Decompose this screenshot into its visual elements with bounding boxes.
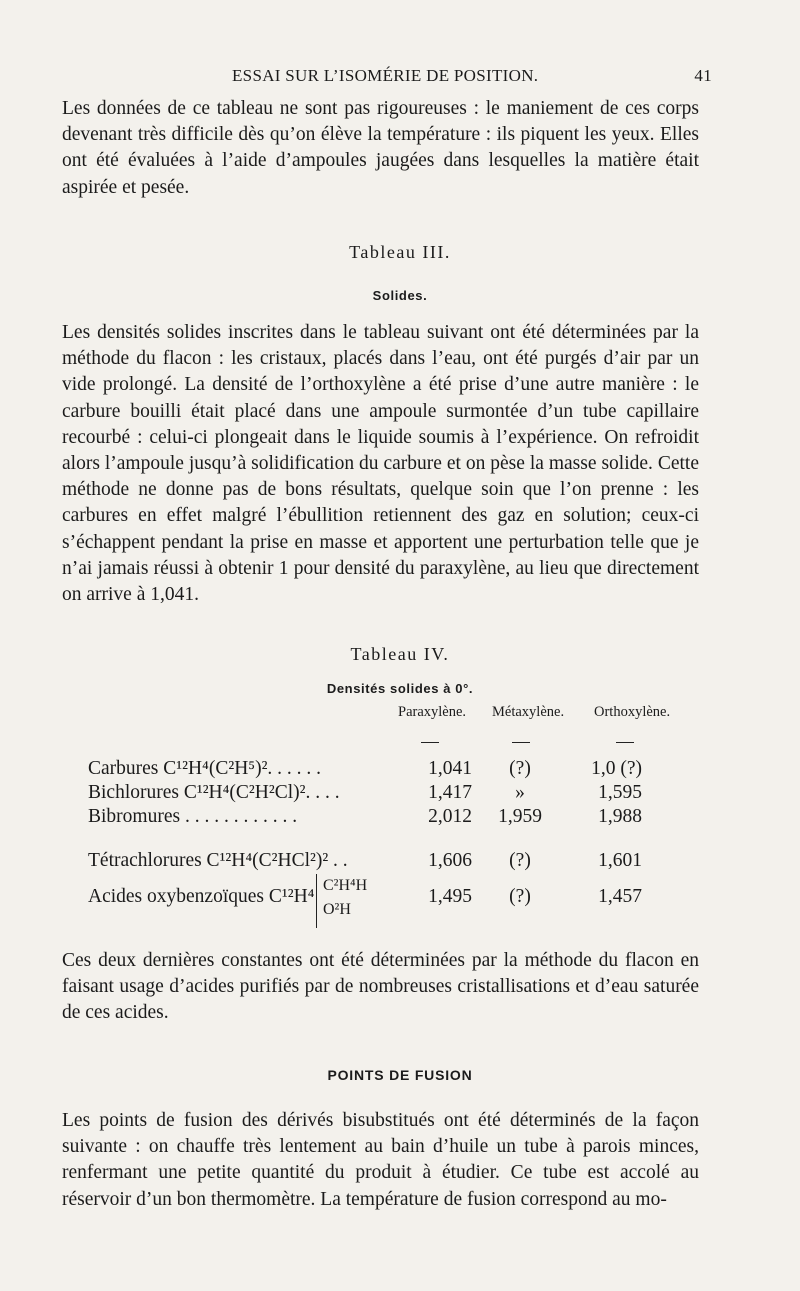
page-number: 41	[694, 66, 712, 85]
table-row	[0, 806, 800, 834]
paragraph-note	[62, 948, 699, 1027]
column-rule	[512, 742, 530, 743]
cell-ortho: 1,457	[598, 886, 642, 907]
column-header-para: Paraxylène.	[398, 704, 467, 720]
column-rule	[616, 742, 634, 743]
cell-ortho: 1,0 (?)	[591, 758, 642, 779]
table-row	[0, 850, 800, 878]
table-4-subtitle: Densités solides à 0°.	[326, 681, 474, 696]
row-label: Tétrachlorures C¹²H⁴(C²HCl²)² . .	[88, 850, 348, 871]
paragraph-melting-points	[62, 1108, 699, 1213]
table-3-title: Tableau III.	[349, 242, 451, 262]
cell-para: 1,495	[428, 886, 472, 907]
paragraph-text: Les données de ce tableau ne sont pas rigoureuses : le maniement de ces corps devenant très difficile dès qu’on élève la température : ils piquent les yeux. Elles ont été évaluées à l’aide d’ampoules jaugées dans lesquelles la matière était aspirée et pesée.	[62, 98, 699, 198]
cell-para: 1,606	[428, 850, 472, 871]
table-4-title: Tableau IV.	[350, 644, 450, 664]
paragraph-text: Les points de fusion des dérivés bisubstitués ont été déterminés de la façon suivante : on chauffe très lentement au bain d’huile un tube à parois minces, renfermant une petite quantité du produit à étudier. Ce tube est accolé au réservoir d’un bon thermomètre. La température de fusion correspond au mo-	[62, 1110, 699, 1210]
cell-meta: 1,959	[498, 806, 542, 827]
cell-meta: (?)	[509, 758, 531, 779]
cell-ortho: 1,601	[598, 850, 642, 871]
cell-para: 1,417	[428, 782, 472, 803]
paragraph-text: Ces deux dernières constantes ont été déterminées par la méthode du flacon en faisant usage d’acides purifiés par de nombreuses cristallisations et d’eau saturée de ces acides.	[62, 950, 699, 1024]
row-label: Bibromures . . . . . . . . . . . .	[88, 806, 298, 827]
paragraph-intro	[62, 96, 699, 201]
row-label: Acides oxybenzoïques C¹²H⁴	[88, 886, 315, 907]
column-rule	[421, 742, 439, 743]
row-label: Carbures C¹²H⁴(C²H⁵)². . . . . .	[88, 758, 322, 779]
running-title: ESSAI SUR L’ISOMÉRIE DE POSITION.	[232, 66, 539, 85]
cell-meta: »	[515, 782, 525, 803]
cell-ortho: 1,988	[598, 806, 642, 827]
cell-para: 1,041	[428, 758, 472, 779]
bracket-top-formula: C²H⁴H	[323, 877, 368, 894]
formula-bracket	[316, 874, 368, 928]
cell-meta: (?)	[509, 886, 531, 907]
table-row	[0, 886, 800, 914]
cell-ortho: 1,595	[598, 782, 642, 803]
table-3-subtitle: Solides.	[372, 288, 428, 303]
row-label: Bichlorures C¹²H⁴(C²H²Cl)². . . .	[88, 782, 340, 803]
bracket-bottom-formula: O²H	[323, 901, 351, 918]
cell-meta: (?)	[509, 850, 531, 871]
column-header-ortho: Orthoxylène.	[594, 704, 671, 720]
paragraph-solid-densities	[62, 320, 699, 608]
column-header-meta: Métaxylène.	[492, 704, 565, 720]
cell-para: 2,012	[428, 806, 472, 827]
section-heading: POINTS DE FUSION	[327, 1067, 473, 1083]
paragraph-text: Les densités solides inscrites dans le tableau suivant ont été déterminées par la méthode du flacon : les cristaux, placés dans l’eau, ont été purgés d’air par un vide prolongé. La densité de l’orthoxylène a été prise d’une autre manière : le carbure bouilli était placé dans une ampoule surmontée d’un tube capillaire recourbé : celui-ci plongeait dans le liquide soumis à l’expérience. On refroidit alors l’ampoule jusqu’à solidification du carbure et on pèse la masse solide. Cette méthode ne donne pas de bons résultats, quelque soin que l’on prenne : les carbures en effet malgré l’ébullition retiennent des gaz en solution; ceux-ci s’échappent pendant la prise en masse et apportent une perturbation telle que je n’ai jamais réussi à obtenir 1 pour densité du paraxylène, au lieu que directement on arrive à 1,041.	[62, 322, 699, 606]
